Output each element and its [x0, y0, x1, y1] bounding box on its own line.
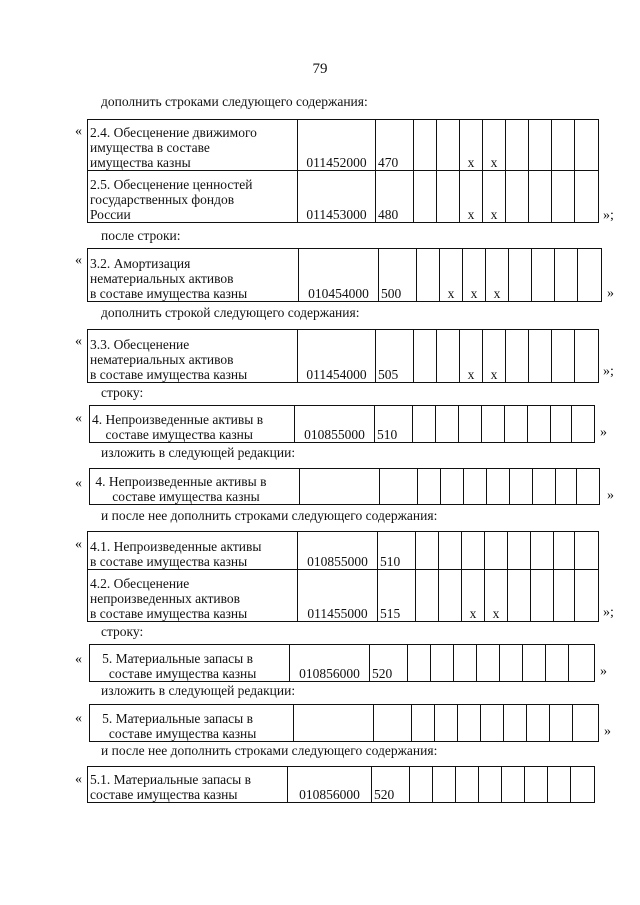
row-name-cell: 4.1. Непроизведенные активы в составе имущества казны	[88, 532, 298, 570]
mark-cell	[410, 767, 433, 803]
mark-cell	[437, 171, 460, 223]
mark-cell	[509, 249, 532, 302]
mark-cell	[414, 330, 437, 383]
mark-cell	[482, 406, 505, 443]
code-cell: 010855000	[298, 532, 378, 570]
table-row	[90, 645, 595, 682]
code-cell: 011453000	[298, 171, 376, 223]
code-cell: 010856000	[288, 767, 372, 803]
line-code-cell: 510	[375, 406, 413, 443]
mark-cell: x	[485, 570, 508, 622]
close-quote: »;	[603, 605, 614, 620]
instruction-add-rows: дополнить строками следующего содержания:	[101, 94, 368, 109]
row-name-cell: 3.3. Обесценение нематериальных активов в составе имущества казны	[88, 330, 298, 383]
mark-cell	[569, 645, 595, 682]
line-code-cell: 480	[376, 171, 414, 223]
mark-cell	[487, 469, 510, 505]
row-name-cell: 4.2. Обесценение непроизведенных активов в составе имущества казны	[88, 570, 298, 622]
row-name-cell: 5. Материальные запасы в составе имущества казны	[90, 645, 290, 682]
mark-cell	[412, 705, 435, 742]
mark-cell	[552, 171, 575, 223]
mark-cell	[485, 532, 508, 570]
mark-cell	[502, 767, 525, 803]
instruction-restate: изложить в следующей редакции:	[101, 445, 296, 460]
mark-cell	[529, 171, 552, 223]
mark-cell	[416, 570, 439, 622]
code-cell	[300, 469, 380, 505]
mark-cell	[504, 705, 527, 742]
mark-cell	[575, 120, 599, 171]
mark-cell	[417, 249, 440, 302]
mark-cell	[454, 645, 477, 682]
table-block-9	[87, 766, 595, 803]
table-block-7	[89, 644, 595, 682]
open-quote: «	[75, 411, 82, 426]
mark-cell	[508, 570, 531, 622]
mark-cell	[500, 645, 523, 682]
mark-cell: x	[460, 120, 483, 171]
mark-cell	[554, 570, 575, 622]
table-block-4	[89, 405, 595, 443]
table-row	[88, 767, 595, 803]
mark-cell	[441, 469, 464, 505]
line-code-cell: 510	[378, 532, 416, 570]
table-block-6	[87, 531, 599, 622]
mark-cell	[510, 469, 533, 505]
table-block-1	[87, 119, 599, 223]
mark-cell	[571, 767, 595, 803]
close-quote: »	[607, 488, 614, 503]
table-row	[88, 171, 599, 223]
table-row	[90, 406, 595, 443]
instruction-row: строку:	[101, 385, 144, 400]
mark-cell	[527, 705, 550, 742]
mark-cell	[554, 532, 575, 570]
mark-cell	[435, 705, 458, 742]
mark-cell	[439, 570, 462, 622]
close-quote: »	[607, 286, 614, 301]
mark-cell	[525, 767, 548, 803]
table-row	[88, 249, 602, 302]
open-quote: «	[75, 124, 82, 139]
close-quote: »	[600, 664, 607, 679]
mark-cell	[575, 570, 599, 622]
table-row	[88, 330, 599, 383]
mark-cell	[458, 705, 481, 742]
mark-cell	[506, 171, 529, 223]
mark-cell	[548, 767, 571, 803]
table-row	[90, 469, 600, 505]
mark-cell	[408, 645, 431, 682]
code-cell: 011454000	[298, 330, 376, 383]
close-quote: »	[604, 724, 611, 739]
mark-cell	[506, 120, 529, 171]
mark-cell: x	[460, 171, 483, 223]
mark-cell	[437, 120, 460, 171]
instruction-and-after-add-rows: и после нее дополнить строками следующего содержания:	[101, 508, 438, 523]
mark-cell: x	[440, 249, 463, 302]
mark-cell	[433, 767, 456, 803]
row-name-cell: 2.4. Обесценение движимого имущества в составе имущества казны	[88, 120, 298, 171]
line-code-cell: 515	[378, 570, 416, 622]
row-name-cell: 5.1. Материальные запасы в составе имущества казны	[88, 767, 288, 803]
mark-cell	[506, 330, 529, 383]
mark-cell	[414, 171, 437, 223]
mark-cell	[508, 532, 531, 570]
mark-cell	[418, 469, 441, 505]
table-row	[88, 120, 599, 171]
mark-cell: x	[460, 330, 483, 383]
mark-cell	[575, 532, 599, 570]
page-number: 79	[312, 61, 328, 77]
mark-cell	[552, 120, 575, 171]
mark-cell	[416, 532, 439, 570]
code-cell: 011455000	[298, 570, 378, 622]
mark-cell	[556, 469, 577, 505]
mark-cell	[552, 330, 575, 383]
code-cell: 010454000	[299, 249, 379, 302]
mark-cell	[575, 171, 599, 223]
mark-cell: x	[486, 249, 509, 302]
mark-cell	[464, 469, 487, 505]
open-quote: «	[75, 772, 82, 787]
row-name-cell: 2.5. Обесценение ценностей государственных фондов России	[88, 171, 298, 223]
mark-cell: x	[483, 120, 506, 171]
mark-cell	[528, 406, 551, 443]
table-block-2	[87, 248, 602, 302]
mark-cell	[572, 406, 595, 443]
code-cell: 010856000	[290, 645, 370, 682]
line-code-cell: 520	[372, 767, 410, 803]
mark-cell	[459, 406, 482, 443]
table-block-5	[89, 468, 600, 505]
mark-cell	[529, 120, 552, 171]
open-quote: «	[75, 537, 82, 552]
mark-cell	[529, 330, 552, 383]
line-code-cell: 520	[370, 645, 408, 682]
mark-cell	[431, 645, 454, 682]
instruction-add-row: дополнить строкой следующего содержания:	[101, 305, 360, 320]
mark-cell	[531, 570, 554, 622]
mark-cell	[414, 120, 437, 171]
row-name-cell: 5. Материальные запасы в составе имущества казны	[90, 705, 294, 742]
line-code-cell: 500	[379, 249, 417, 302]
line-code-cell	[374, 705, 412, 742]
open-quote: «	[75, 652, 82, 667]
mark-cell	[479, 767, 502, 803]
mark-cell	[533, 469, 556, 505]
open-quote: «	[75, 334, 82, 349]
close-quote: »;	[603, 208, 614, 223]
mark-cell: x	[462, 570, 485, 622]
mark-cell: x	[483, 171, 506, 223]
mark-cell	[532, 249, 555, 302]
instruction-and-after-add-rows: и после нее дополнить строками следующего содержания:	[101, 743, 438, 758]
mark-cell	[555, 249, 578, 302]
mark-cell	[573, 705, 599, 742]
mark-cell: x	[483, 330, 506, 383]
open-quote: «	[75, 711, 82, 726]
line-code-cell	[380, 469, 418, 505]
row-name-cell: 4. Непроизведенные активы в составе имущества казны	[90, 469, 300, 505]
close-quote: »	[600, 425, 607, 440]
mark-cell	[481, 705, 504, 742]
mark-cell	[575, 330, 599, 383]
table-row	[90, 705, 599, 742]
mark-cell	[436, 406, 459, 443]
mark-cell	[546, 645, 569, 682]
mark-cell	[456, 767, 479, 803]
instruction-after-row: после строки:	[101, 228, 181, 243]
mark-cell: x	[463, 249, 486, 302]
mark-cell	[551, 406, 572, 443]
mark-cell	[531, 532, 554, 570]
table-block-8	[89, 704, 599, 742]
code-cell: 010855000	[295, 406, 375, 443]
table-row	[88, 532, 599, 570]
row-name-cell: 4. Непроизведенные активы в составе имущества казны	[90, 406, 295, 443]
mark-cell	[413, 406, 436, 443]
open-quote: «	[75, 476, 82, 491]
instruction-row: строку:	[101, 624, 144, 639]
mark-cell	[505, 406, 528, 443]
mark-cell	[439, 532, 462, 570]
code-cell	[294, 705, 374, 742]
mark-cell	[578, 249, 602, 302]
row-name-cell: 3.2. Амортизация нематериальных активов в составе имущества казны	[88, 249, 299, 302]
mark-cell	[523, 645, 546, 682]
mark-cell	[477, 645, 500, 682]
mark-cell	[550, 705, 573, 742]
line-code-cell: 505	[376, 330, 414, 383]
mark-cell	[437, 330, 460, 383]
table-row	[88, 570, 599, 622]
instruction-restate: изложить в следующей редакции:	[101, 683, 296, 698]
close-quote: »;	[603, 364, 614, 379]
open-quote: «	[75, 253, 82, 268]
mark-cell	[462, 532, 485, 570]
table-block-3	[87, 329, 599, 383]
code-cell: 011452000	[298, 120, 376, 171]
mark-cell	[577, 469, 600, 505]
line-code-cell: 470	[376, 120, 414, 171]
